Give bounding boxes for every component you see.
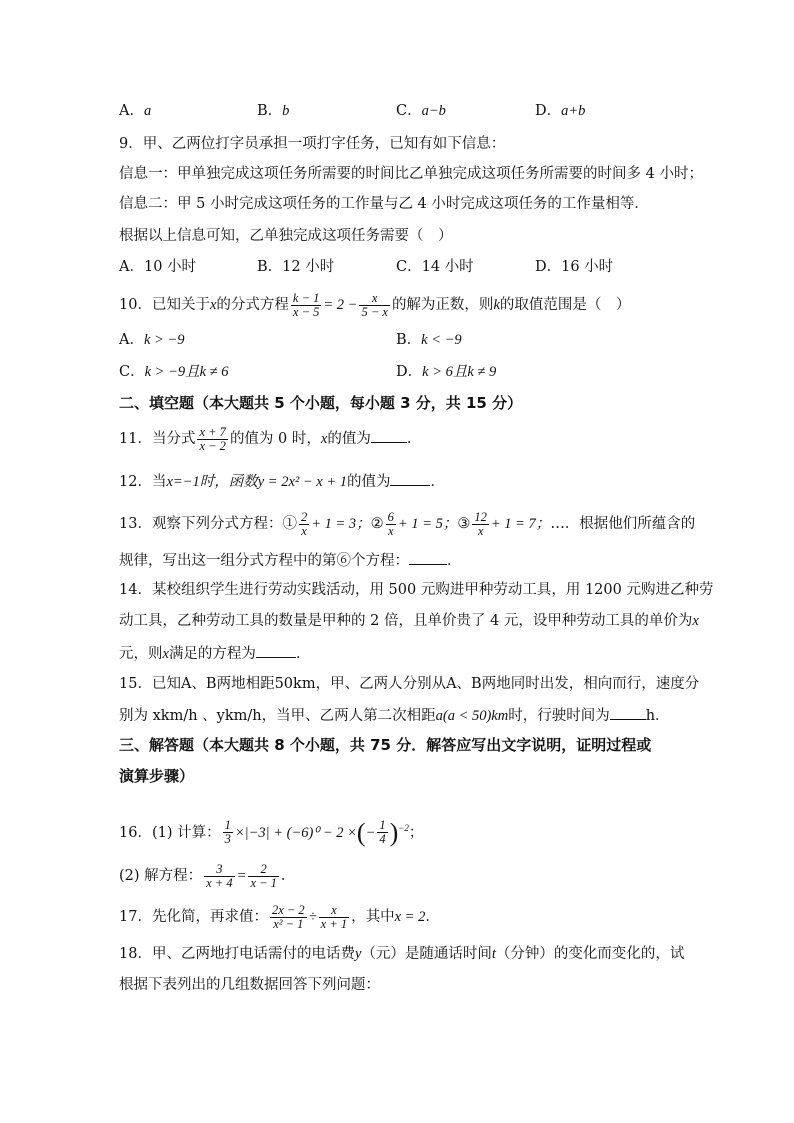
option-label: A． (119, 103, 144, 119)
numerator: 1 (379, 818, 386, 833)
operator: = (236, 868, 247, 884)
text: 17．先化简，再求值： (119, 909, 268, 925)
circle-mark: ① (282, 516, 297, 532)
fraction (270, 904, 307, 931)
left-paren: ( (356, 817, 366, 847)
q17 (119, 898, 440, 936)
condition: x = 2 (394, 909, 426, 925)
denominator: x (388, 523, 394, 538)
option-label: C． (396, 103, 422, 119)
option-label: B． (396, 332, 422, 348)
text: ． (280, 868, 296, 884)
option-value: k < −9 (421, 332, 462, 348)
function: y = 2x² − x + 1 (257, 474, 347, 490)
q9-option-d: D．16 小时 (535, 259, 614, 275)
text: ． (430, 474, 445, 490)
q9-stem: 9．甲、乙两位打字员承担一项打字任务，已知有如下信息： (119, 136, 506, 152)
text: (2) 解方程： (119, 868, 203, 884)
denominator: x (477, 523, 484, 538)
fraction (377, 819, 387, 846)
fraction (248, 863, 278, 890)
text: 10．已知关于 (119, 297, 210, 313)
text: ，其中 (351, 909, 395, 925)
fraction (291, 292, 321, 319)
q10-option-d (396, 362, 496, 382)
text: 11．当分式 (119, 431, 196, 447)
text: h． (645, 708, 670, 724)
q10-stem (119, 286, 630, 324)
numerator: 6 (387, 509, 394, 524)
option-value: a (143, 103, 152, 119)
text: 18．甲、乙两地打电话需付的电话费 (119, 946, 355, 962)
equation-rest: + 1 = 7； (490, 516, 551, 532)
q16-part-1 (119, 806, 423, 855)
q8-option-d (535, 101, 585, 121)
var-x: x (320, 431, 328, 447)
q10-option-c (119, 362, 229, 382)
option-value: k > 6且k ≠ 9 (422, 364, 497, 380)
q11 (119, 420, 421, 458)
denominator: 5 − x (361, 304, 388, 319)
q8-option-a (119, 101, 151, 121)
answer-blank (409, 550, 447, 565)
text: 的值为 (327, 431, 371, 447)
fraction (204, 863, 234, 890)
numerator: 2x − 2 (271, 902, 305, 917)
q9-option-a: A．10 小时 (119, 259, 197, 275)
text: 16．(1) 计算： (119, 824, 221, 841)
text: ． (447, 553, 462, 569)
numerator: 2 (300, 509, 308, 524)
denominator: x − 5 (292, 304, 320, 319)
numerator: 3 (204, 863, 234, 877)
numerator: 2 (248, 863, 278, 877)
operator: = 2 − (323, 297, 358, 313)
right-paren: ) (389, 817, 399, 847)
option-value: b (282, 103, 290, 119)
option-label: C． (119, 364, 145, 380)
section-3-heading-line-1: 三、解答题（本大题共 8 个小题，共 75 分．解答应写出文字说明，证明过程或 (119, 736, 652, 754)
denominator: x² − 1 (273, 916, 304, 931)
text: ． (406, 431, 422, 447)
text: 规律，写出这一组分式方程中的第⑥个方程： (119, 553, 409, 569)
numerator: k − 1 (292, 290, 320, 305)
exponent: −2 (398, 823, 409, 833)
q18-line-1 (119, 944, 684, 964)
option-value: k > −9 (143, 332, 185, 348)
text: 12．当 (119, 474, 167, 490)
text: （分钟）的变化而变化的，试 (495, 946, 685, 962)
fraction (197, 426, 227, 453)
denominator: x + 1 (320, 916, 348, 931)
q9-option-c: C．14 小时 (396, 259, 474, 275)
section-2-heading: 二、填空题（本大题共 5 个小题，每小题 3 分，共 15 分） (119, 394, 523, 412)
text: 时，行驶时间为 (508, 708, 610, 724)
answer-blank (390, 471, 430, 486)
text: 的解为正数，则 (391, 297, 494, 313)
text: 的值为 0 时， (229, 431, 321, 447)
denominator: x + 4 (206, 875, 233, 890)
denominator: x − 2 (199, 438, 226, 453)
text: （元）是随通话时间 (361, 946, 492, 962)
q8-option-c (396, 101, 446, 121)
equation-rest: + 1 = 3； (311, 516, 371, 532)
option-value: k > −9且k ≠ 6 (144, 364, 229, 380)
text: 动工具，乙种劳动工具的数量是甲种的 2 倍，且单价贵了 4 元，设甲种劳动工具的单价为 (119, 613, 693, 629)
numerator: 12 (474, 509, 487, 524)
text: 13．观察下列分式方程： (119, 516, 283, 532)
q9-option-b: B．12 小时 (257, 259, 335, 275)
option-label: D． (396, 364, 423, 380)
q10-option-a (119, 330, 185, 350)
text: 的值为 (346, 474, 391, 490)
fraction (299, 511, 309, 538)
option-label: B． (257, 103, 283, 119)
q13-line-2 (119, 550, 462, 571)
text: …．根据他们所蕴含的 (550, 516, 696, 532)
var-y: y (354, 946, 362, 962)
text: 满足的方程为 (168, 646, 256, 662)
expression: ×|−3| + (−6)⁰ − 2 × (234, 824, 357, 841)
q14-line-2 (119, 611, 699, 631)
condition: x=−1时，函数 (166, 474, 258, 490)
denominator: x (301, 523, 307, 538)
fraction (472, 511, 489, 538)
q16-part-2 (119, 857, 295, 895)
text: ． (425, 909, 440, 925)
section-3-heading-line-2: 演算步骤） (119, 767, 195, 785)
answer-blank (256, 643, 296, 658)
text: ． (295, 646, 311, 662)
circle-mark: ③ (457, 516, 471, 532)
var-x: x (209, 297, 217, 313)
fraction (319, 904, 349, 931)
q9-info-2: 信息二：甲 5 小时完成这项任务的工作量与乙 4 小时完成这项任务的工作量相等． (119, 196, 649, 212)
var-k: k (493, 297, 500, 313)
text: ； (408, 824, 424, 841)
var-x: x (692, 613, 699, 629)
q12 (119, 471, 445, 492)
numerator: x (359, 292, 389, 306)
var-x: x (162, 646, 169, 662)
numerator: x + 7 (199, 424, 226, 439)
var-t: t (491, 946, 496, 962)
text: 的分式方程 (216, 297, 289, 313)
option-label: A． (119, 332, 144, 348)
circle-mark: ② (370, 516, 384, 532)
q8-option-b (257, 101, 289, 121)
q18-line-2: 根据下表列出的几组数据回答下列问题： (119, 977, 380, 993)
text: 别为 xkm/h 、ykm/h，当甲、乙两人第二次相距 (119, 708, 436, 724)
q9-question: 根据以上信息可知，乙单独完成这项任务需要（ ） (119, 228, 453, 244)
fraction (223, 819, 233, 846)
text: 元，则 (119, 646, 163, 662)
q15-line-1: 15．已知A、B两地相距50km，甲、乙两人分别从A、B两地同时出发，相向而行，速度分 (119, 676, 700, 692)
operator: ÷ (308, 909, 317, 925)
answer-blank (610, 705, 646, 720)
condition: a(a < 50)km (435, 708, 509, 724)
q14-line-3 (119, 643, 310, 664)
option-label: D． (535, 103, 562, 119)
denominator: x − 1 (250, 875, 277, 890)
fraction (359, 292, 389, 319)
denominator: 4 (379, 832, 386, 847)
option-value: a+b (561, 103, 586, 119)
option-value: a−b (421, 103, 446, 119)
numerator: 1 (224, 818, 231, 833)
q15-line-2 (119, 705, 670, 726)
q14-line-1: 14．某校组织学生进行劳动实践活动，用 500 元购进甲种劳动工具，用 1200 元购进乙种劳 (119, 582, 714, 598)
q9-info-1: 信息一：甲单独完成这项任务所需要的时间比乙单独完成这项任务所需要的时间多 4 小时； (119, 166, 703, 182)
q10-option-b (396, 330, 462, 350)
text: 的取值范围是（ ） (499, 297, 631, 313)
fraction (386, 511, 396, 538)
minus-sign: − (365, 824, 376, 841)
equation-rest: + 1 = 5； (397, 516, 458, 532)
denominator: 3 (224, 832, 231, 847)
q13-line-1 (119, 505, 695, 543)
answer-blank (371, 428, 407, 443)
numerator: x (319, 904, 349, 918)
